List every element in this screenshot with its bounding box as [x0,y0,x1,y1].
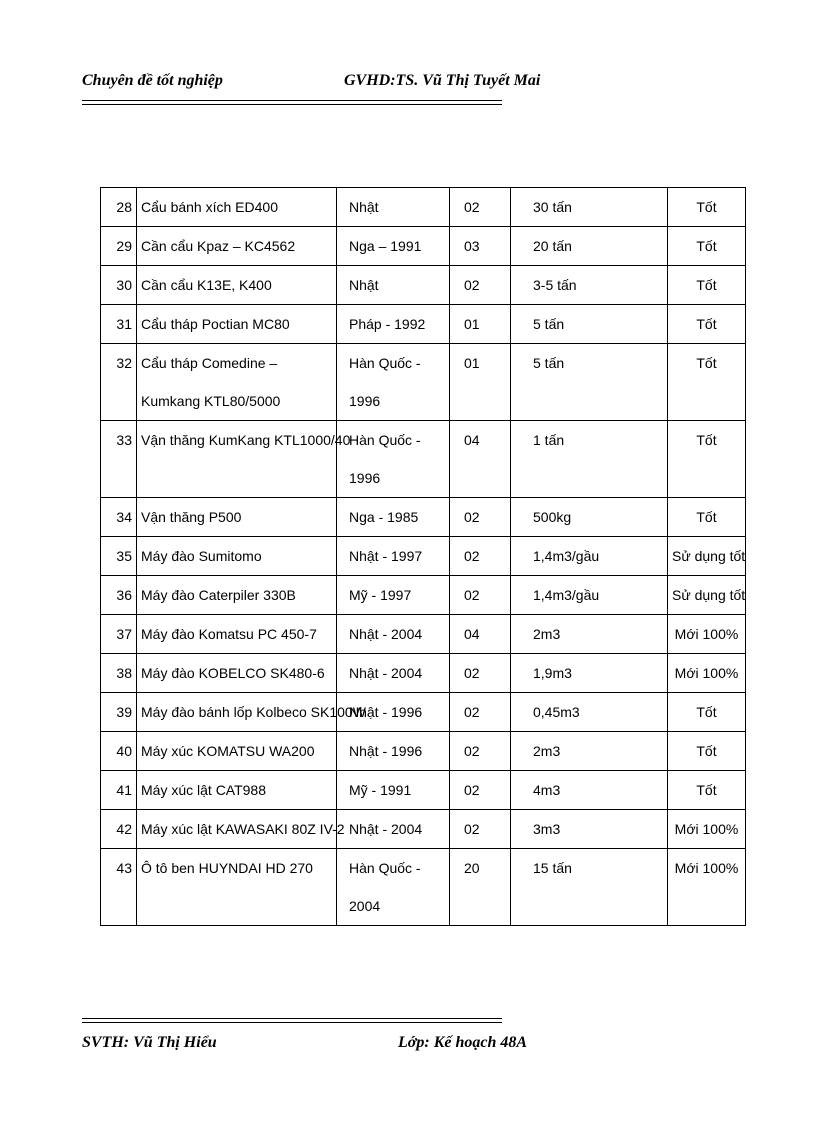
table-row [101,654,746,693]
table-row [101,305,746,344]
cell-row-number: 40 [101,732,137,771]
cell-condition: Tốt [668,188,746,227]
cell-equipment-name: Cần cẩu Kpaz – KC4562 [137,227,337,266]
cell-origin-year: Hàn Quốc - 1996 [337,421,450,498]
table-row [101,576,746,615]
table-row [101,771,746,810]
header-rule-double [82,104,502,105]
cell-equipment-name: Máy xúc KOMATSU WA200 [137,732,337,771]
cell-condition: Mới 100% [668,810,746,849]
cell-capacity: 20 tấn [511,227,668,266]
table-row [101,732,746,771]
cell-capacity: 1,9m3 [511,654,668,693]
cell-origin-year: Mỹ - 1997 [337,576,450,615]
table-row [101,188,746,227]
cell-quantity: 02 [450,537,511,576]
cell-row-number: 38 [101,654,137,693]
cell-condition: Tốt [668,344,746,421]
cell-equipment-name: Máy đào KOBELCO SK480-6 [137,654,337,693]
page-footer [82,1034,528,1058]
cell-capacity: 2m3 [511,732,668,771]
cell-origin-year: Nhật [337,188,450,227]
cell-condition: Sử dụng tốt [668,576,746,615]
cell-row-number: 35 [101,537,137,576]
cell-row-number: 37 [101,615,137,654]
cell-quantity: 02 [450,576,511,615]
cell-row-number: 41 [101,771,137,810]
cell-equipment-name: Máy đào bánh lốp Kolbeco SK100W [137,693,337,732]
cell-condition: Mới 100% [668,615,746,654]
cell-quantity: 02 [450,771,511,810]
header-document-title: Chuyên đề tốt nghiệp [82,72,223,89]
header-supervisor: GVHD:TS. Vũ Thị Tuyết Mai [344,72,541,89]
table-row [101,537,746,576]
cell-row-number: 43 [101,849,137,926]
cell-quantity: 02 [450,693,511,732]
cell-row-number: 34 [101,498,137,537]
cell-capacity: 500kg [511,498,668,537]
cell-origin-year: Nhật [337,266,450,305]
cell-condition: Mới 100% [668,654,746,693]
cell-row-number: 28 [101,188,137,227]
cell-equipment-name: Máy xúc lật CAT988 [137,771,337,810]
cell-origin-year: Nhật - 1996 [337,732,450,771]
cell-equipment-name: Ô tô ben HUYNDAI HD 270 [137,849,337,926]
cell-capacity: 4m3 [511,771,668,810]
cell-equipment-name: Cẩu tháp Poctian MC80 [137,305,337,344]
table-row [101,266,746,305]
cell-origin-year: Pháp - 1992 [337,305,450,344]
cell-equipment-name: Cẩu bánh xích ED400 [137,188,337,227]
cell-equipment-name: Vận thăng KumKang KTL1000/40 [137,421,337,498]
cell-origin-year: Nhật - 2004 [337,810,450,849]
table-row [101,344,746,421]
cell-condition: Tốt [668,732,746,771]
cell-quantity: 02 [450,498,511,537]
cell-equipment-name: Máy đào Caterpiler 330B [137,576,337,615]
table-row [101,849,746,926]
footer-class: Lớp: Kế hoạch 48A [398,1034,528,1051]
cell-condition: Tốt [668,305,746,344]
cell-capacity: 5 tấn [511,344,668,421]
cell-row-number: 36 [101,576,137,615]
cell-row-number: 29 [101,227,137,266]
cell-equipment-name: Vận thăng P500 [137,498,337,537]
cell-quantity: 04 [450,615,511,654]
cell-condition: Tốt [668,266,746,305]
cell-condition: Tốt [668,421,746,498]
cell-row-number: 32 [101,344,137,421]
cell-condition: Sử dụng tốt [668,537,746,576]
cell-origin-year: Nga - 1985 [337,498,450,537]
cell-capacity: 3-5 tấn [511,266,668,305]
cell-quantity: 01 [450,305,511,344]
cell-capacity: 1,4m3/gầu [511,537,668,576]
cell-quantity: 02 [450,654,511,693]
cell-row-number: 33 [101,421,137,498]
cell-capacity: 1,4m3/gầu [511,576,668,615]
cell-capacity: 30 tấn [511,188,668,227]
cell-condition: Tốt [668,227,746,266]
table-row [101,810,746,849]
equipment-table [100,187,746,926]
footer-rule-double [82,1022,502,1023]
cell-row-number: 31 [101,305,137,344]
cell-origin-year: Mỹ - 1991 [337,771,450,810]
table-row [101,615,746,654]
footer-rule [82,1018,502,1019]
cell-quantity: 01 [450,344,511,421]
cell-row-number: 42 [101,810,137,849]
cell-capacity: 2m3 [511,615,668,654]
cell-quantity: 02 [450,732,511,771]
cell-origin-year: Nga – 1991 [337,227,450,266]
cell-equipment-name: Cần cẩu K13E, K400 [137,266,337,305]
cell-origin-year: Hàn Quốc - 1996 [337,344,450,421]
equipment-table-body [101,188,746,926]
cell-capacity: 1 tấn [511,421,668,498]
cell-quantity: 03 [450,227,511,266]
cell-equipment-name: Máy xúc lật KAWASAKI 80Z IV-2 [137,810,337,849]
cell-origin-year: Nhật - 2004 [337,615,450,654]
cell-equipment-name: Cẩu tháp Comedine – Kumkang KTL80/5000 [137,344,337,421]
cell-capacity: 3m3 [511,810,668,849]
cell-origin-year: Nhật - 2004 [337,654,450,693]
footer-student: SVTH: Vũ Thị Hiểu [82,1034,217,1051]
cell-capacity: 5 tấn [511,305,668,344]
cell-origin-year: Nhật - 1997 [337,537,450,576]
cell-origin-year: Hàn Quốc - 2004 [337,849,450,926]
cell-quantity: 02 [450,266,511,305]
cell-condition: Mới 100% [668,849,746,926]
cell-row-number: 30 [101,266,137,305]
cell-quantity: 02 [450,188,511,227]
cell-condition: Tốt [668,771,746,810]
cell-quantity: 02 [450,810,511,849]
page-header [82,72,541,96]
cell-condition: Tốt [668,693,746,732]
cell-equipment-name: Máy đào Sumitomo [137,537,337,576]
cell-capacity: 0,45m3 [511,693,668,732]
table-row [101,421,746,498]
cell-quantity: 04 [450,421,511,498]
cell-quantity: 20 [450,849,511,926]
header-rule [82,100,502,101]
cell-equipment-name: Máy đào Komatsu PC 450-7 [137,615,337,654]
table-row [101,693,746,732]
table-row [101,227,746,266]
cell-condition: Tốt [668,498,746,537]
table-row [101,498,746,537]
cell-origin-year: Nhật - 1996 [337,693,450,732]
cell-capacity: 15 tấn [511,849,668,926]
cell-row-number: 39 [101,693,137,732]
